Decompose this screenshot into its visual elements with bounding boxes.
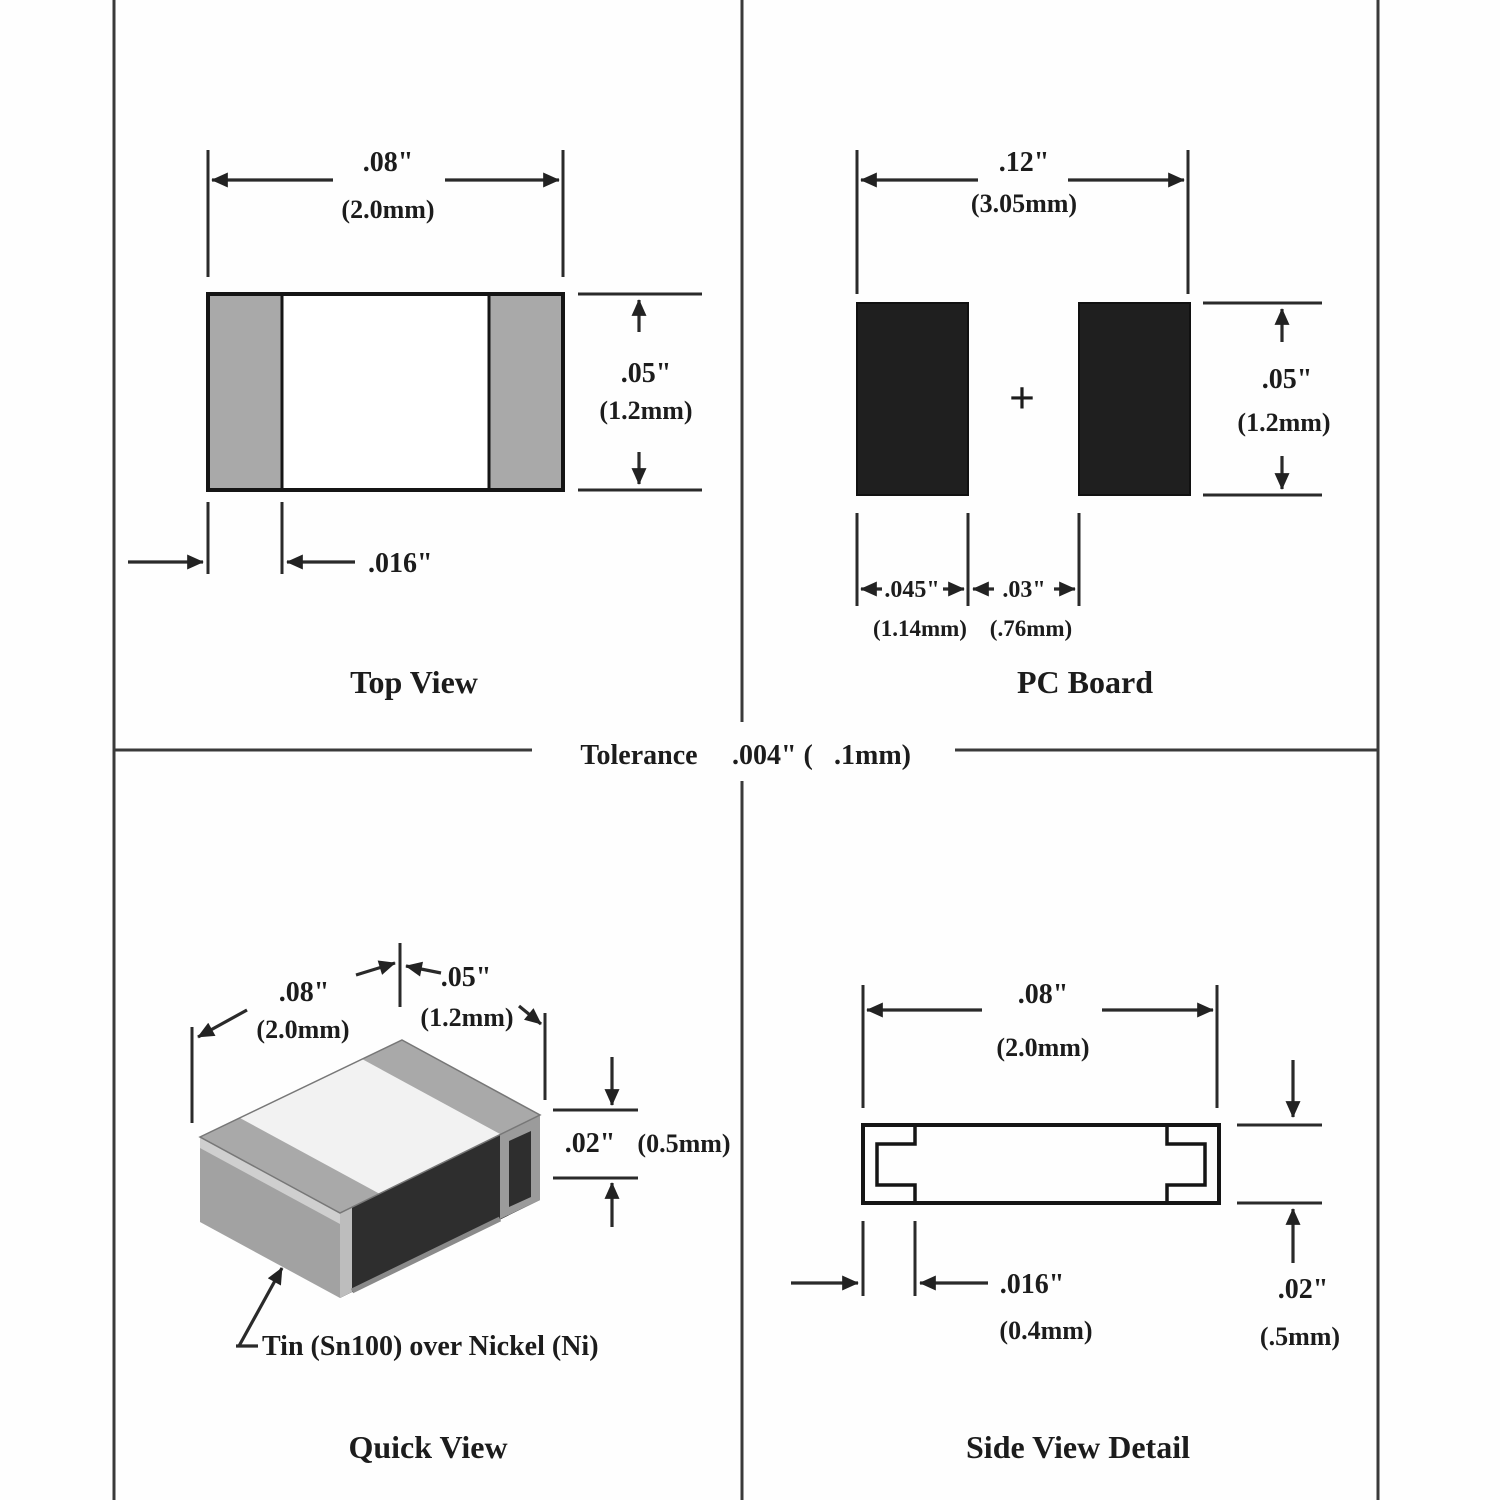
quick-view-length-in: .08" bbox=[278, 977, 330, 1008]
top-view-cap-in: .016" bbox=[368, 548, 433, 579]
top-view-width-in: .08" bbox=[362, 147, 414, 178]
quick-view-width-in: .05" bbox=[440, 962, 492, 993]
tolerance-label: Tolerance bbox=[580, 740, 698, 771]
panel-side-view bbox=[791, 979, 1340, 1465]
pc-board-pad-in: .045" bbox=[884, 577, 940, 603]
quick-view-height-mm: (0.5mm) bbox=[637, 1129, 731, 1158]
top-view-width-mm: (2.0mm) bbox=[341, 195, 435, 224]
dimension-arrow-right bbox=[356, 963, 395, 975]
side-profile-right-terminal bbox=[1167, 1127, 1205, 1201]
side-view-width-mm: (2.0mm) bbox=[996, 1033, 1090, 1062]
quick-view-plating-note: Tin (Sn100) over Nickel (Ni) bbox=[262, 1331, 599, 1362]
quick-view-height-in: .02" bbox=[564, 1128, 616, 1159]
leader-arrow bbox=[198, 1010, 247, 1037]
side-view-cap-in: .016" bbox=[999, 1269, 1065, 1300]
side-profile-left-terminal bbox=[877, 1127, 915, 1201]
side-view-width-in: .08" bbox=[1017, 979, 1069, 1010]
pc-board-pad-mm: (1.14mm) bbox=[873, 616, 967, 641]
panel-top-view bbox=[128, 147, 702, 700]
chip-right-terminal bbox=[489, 294, 563, 490]
quick-view-width-mm: (1.2mm) bbox=[420, 1003, 514, 1032]
tolerance-mm: .1mm) bbox=[834, 740, 911, 771]
top-view-height-mm: (1.2mm) bbox=[599, 396, 693, 425]
leader-arrow bbox=[519, 1006, 541, 1024]
pc-board-height-mm: (1.2mm) bbox=[1237, 408, 1331, 437]
pc-board-gap-in: .03" bbox=[1002, 577, 1046, 603]
side-view-cap-mm: (0.4mm) bbox=[999, 1316, 1093, 1345]
side-view-height-mm: (.5mm) bbox=[1259, 1322, 1341, 1351]
top-view-title: Top View bbox=[350, 664, 478, 700]
solder-pad-right bbox=[1079, 303, 1190, 495]
tolerance-note bbox=[580, 740, 911, 771]
chip-front-edge-bevel bbox=[340, 1207, 352, 1298]
panel-pc-board bbox=[857, 147, 1331, 700]
pc-board-center-mark: + bbox=[1008, 372, 1036, 423]
pc-board-gap-mm: (.76mm) bbox=[989, 616, 1073, 641]
pc-board-width-mm: (3.05mm) bbox=[970, 189, 1078, 218]
pc-board-width-in: .12" bbox=[998, 147, 1050, 178]
panel-quick-view bbox=[192, 943, 731, 1465]
pc-board-height-in: .05" bbox=[1261, 364, 1313, 395]
chip-side-terminal-notch bbox=[509, 1131, 531, 1207]
side-view-height-in: .02" bbox=[1277, 1274, 1329, 1305]
solder-pad-left bbox=[857, 303, 968, 495]
pc-board-title: PC Board bbox=[1017, 664, 1153, 700]
chip-left-terminal bbox=[208, 294, 282, 490]
side-view-title: Side View Detail bbox=[966, 1429, 1190, 1465]
dimension-arrow-left bbox=[406, 966, 441, 973]
tolerance-inches: .004" ( bbox=[732, 740, 813, 771]
chip-3d-illustration bbox=[200, 1040, 540, 1298]
top-view-height-in: .05" bbox=[620, 358, 672, 389]
quick-view-length-mm: (2.0mm) bbox=[256, 1015, 350, 1044]
quick-view-title: Quick View bbox=[348, 1429, 508, 1465]
